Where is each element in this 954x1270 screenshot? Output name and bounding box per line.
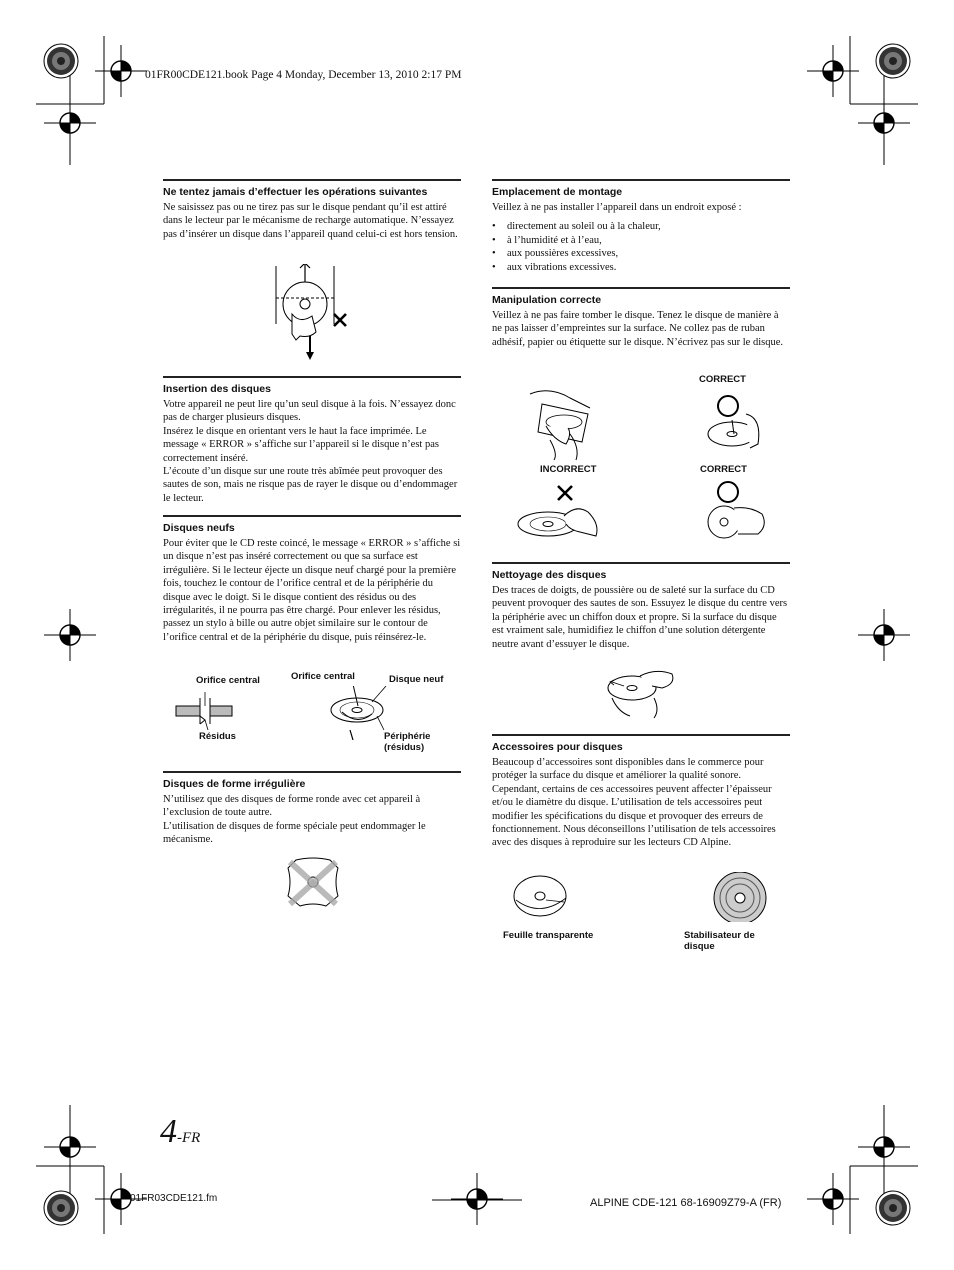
left-column-2 <box>163 376 461 505</box>
section-body-1: Votre appareil ne peut lire qu’un seul disque à la fois. N’essayez donc pas de charger plusieurs disques. <box>163 399 456 424</box>
file-info-header: 01FR00CDE121.book Page 4 Monday, December 13, 2010 2:17 PM <box>145 69 462 81</box>
section-disc-cleaning <box>492 562 790 651</box>
list-item: • aux poussières excessives, <box>492 247 790 260</box>
label-disque-neuf: Disque neuf <box>389 674 444 685</box>
section-body: Pour éviter que le CD reste coincé, le message « ERROR » s’affiche si un disque n’est pas inséré correctement ou que sa surface est irrégulière. Si le lecteur éjecte un disque neuf chargé pour la première fois, touchez le contour de l’orifice central et de la périphérie du disque avec le doigt. Si le disque contient des résidus ou des irrégularités, il ne pourra pas être chargé. Pour enlever les résidus, passez un stylo à bille ou autre objet similaire sur le contour de l’orifice central et de la périphérie du disque, puis réinsérez-le. <box>163 538 461 643</box>
section-disc-accessories <box>492 734 790 850</box>
section-body: Veillez à ne pas installer l’appareil dans un endroit exposé : <box>492 202 742 213</box>
section-disc-insertion <box>163 376 461 505</box>
new-disc-figure <box>172 686 387 740</box>
label-residus: Résidus <box>199 731 236 742</box>
label-orifice-central-1: Orifice central <box>196 675 260 686</box>
page-number <box>160 1112 200 1158</box>
section-new-discs <box>163 515 461 644</box>
section-correct-handling <box>492 287 790 349</box>
section-title: Insertion des disques <box>163 383 271 395</box>
irregular-disc-figure <box>284 856 342 908</box>
list-item: • aux vibrations excessives. <box>492 261 790 274</box>
section-body: Beaucoup d’accessoires sont disponibles dans le commerce pour protéger la surface du disque et améliorer la qualité sonore. Cependant, certains de ces accessoires peuvent affecter l’épaisseur et/ou le diamètre du disque. L’utilisation de tels accessoires peut modifier les spécifications du disque et provoquer des erreurs de fonctionnement. Nous déconseillons l’utilisation de tels accessoires avec des disques à reproduire sur les lecteurs CD Alpine. <box>492 757 776 849</box>
footer-model: ALPINE CDE-121 68-16909Z79-A (FR) <box>590 1197 782 1209</box>
page-suffix: -FR <box>177 1130 201 1146</box>
right-column-3 <box>492 562 790 651</box>
section-title: Accessoires pour disques <box>492 741 623 753</box>
page-number-digit: 4 <box>160 1113 177 1150</box>
section-title: Nettoyage des disques <box>492 569 607 581</box>
section-body: Des traces de doigts, de poussière ou de saleté sur la surface du CD peuvent provoquer des sautes de son. Essuyez le disque du centre vers la périphérie avec un chiffon doux et propre. Si la surface du disque est vraiment sale, humidifiez le chiffon d’une solution détergente neutre avant d’essuyer le disque. <box>492 585 788 650</box>
section-title: Disques neufs <box>163 522 235 534</box>
section-forbidden-operations <box>163 179 461 241</box>
left-column-3 <box>163 515 461 644</box>
section-title: Manipulation correcte <box>492 294 602 306</box>
label-orifice-central-2: Orifice central <box>291 671 355 682</box>
disc-pull-figure <box>270 264 360 364</box>
section-body: Ne saisissez pas ou ne tirez pas sur le disque pendant qu’il est attiré dans le lecteur par le mécanisme de recharge automatique. N’essayez pas d’insérer un disque dans l’appareil quand celui-ci est hors tension. <box>163 202 458 240</box>
section-body: Veillez à ne pas faire tomber le disque. Tenez le disque de manière à ne pas laisser d’empreintes sur la surface. Ne collez pas de ruban adhésif, papier ou étiquette sur le disque. N’écrivez pas sur le disque. <box>492 310 783 348</box>
label-incorrect: INCORRECT <box>540 464 597 475</box>
left-column <box>163 179 461 241</box>
label-correct-2: CORRECT <box>700 464 747 475</box>
label-correct-1: CORRECT <box>699 374 746 385</box>
list-item: • directement au soleil ou à la chaleur, <box>492 220 790 233</box>
label-feuille-transparente: Feuille transparente <box>503 930 594 941</box>
section-body-2: L’utilisation de disques de forme spéciale peut endommager le mécanisme. <box>163 820 426 846</box>
section-title: Disques de forme irrégulière <box>163 778 306 790</box>
section-body-2: Insérez le disque en orientant vers le haut la face imprimée. Le message « ERROR » s’affiche sur l’appareil si le disque n’est pas correctement inséré. <box>163 425 439 464</box>
cleaning-figure <box>600 662 678 720</box>
left-column-4 <box>163 771 461 847</box>
section-mounting-location <box>492 179 790 274</box>
right-column-4 <box>492 734 790 850</box>
section-irregular-discs <box>163 771 461 847</box>
accessories-figure <box>510 872 772 922</box>
handling-figure <box>510 384 772 544</box>
section-title: Ne tentez jamais d’effectuer les opérations suivantes <box>163 186 428 198</box>
footer-file-name: 01FR03CDE121.fm <box>130 1193 218 1204</box>
right-column-2 <box>492 287 790 349</box>
section-body-3: L’écoute d’un disque sur une route très abîmée peut provoquer des sautes de son, mais ne risque pas de rayer le disque ou d’endommager le lecteur. <box>163 466 458 504</box>
section-body-1: N’utilisez que des disques de forme ronde avec cet appareil à l’exclusion de toute autre. <box>163 794 421 819</box>
label-stabilisateur: Stabilisateur de disque <box>684 930 755 952</box>
list-item: • à l’humidité et à l’eau, <box>492 234 790 247</box>
label-peripherie: Périphérie (résidus) <box>384 731 431 753</box>
exposure-list <box>492 220 790 274</box>
section-title: Emplacement de montage <box>492 186 623 198</box>
right-column <box>492 179 790 274</box>
